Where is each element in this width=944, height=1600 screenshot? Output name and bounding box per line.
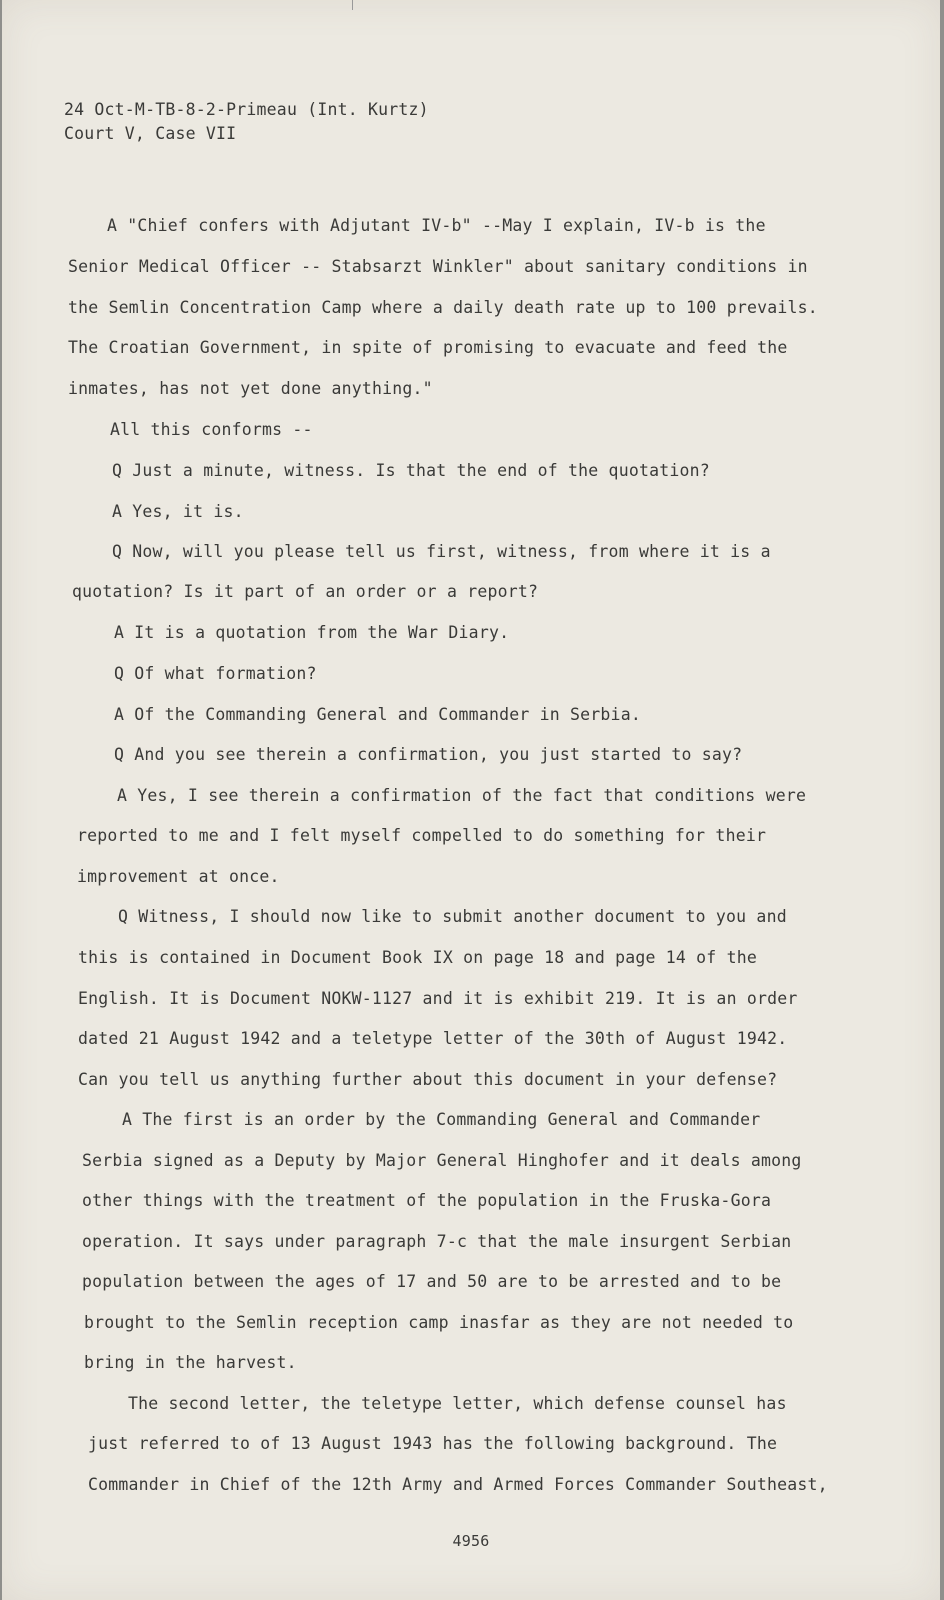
- text-line: English. It is Document NOKW-1127 and it is exhibit 219. It is an order: [78, 989, 798, 1008]
- document-page: [2, 0, 940, 1600]
- text-line: reported to me and I felt myself compelled to do something for their: [77, 826, 767, 845]
- text-line: brought to the Semlin reception camp inasfar as they are not needed to: [84, 1313, 794, 1332]
- header-reference: 24 Oct-M-TB-8-2-Primeau (Int. Kurtz): [64, 100, 429, 119]
- text-line: A Yes, I see therein a confirmation of the fact that conditions were: [117, 786, 807, 805]
- text-line: Q Of what formation?: [114, 664, 317, 683]
- text-line: operation. It says under paragraph 7-c that the male insurgent Serbian: [82, 1232, 792, 1251]
- text-line: quotation? Is it part of an order or a report?: [72, 582, 539, 601]
- text-line: inmates, has not yet done anything.": [68, 379, 433, 398]
- text-line: bring in the harvest.: [84, 1353, 297, 1372]
- text-line: A The first is an order by the Commanding General and Commander: [122, 1110, 761, 1129]
- text-line: Commander in Chief of the 12th Army and Armed Forces Commander Southeast,: [88, 1475, 828, 1494]
- text-line: The second letter, the teletype letter, which defense counsel has: [128, 1394, 787, 1413]
- text-line: A Yes, it is.: [112, 502, 244, 521]
- text-line: Serbia signed as a Deputy by Major General Hinghofer and it deals among: [82, 1151, 802, 1170]
- text-line: dated 21 August 1942 and a teletype letter of the 30th of August 1942.: [78, 1029, 788, 1048]
- text-line: other things with the treatment of the population in the Fruska-Gora: [82, 1191, 772, 1210]
- text-line: The Croatian Government, in spite of promising to evacuate and feed the: [68, 338, 788, 357]
- text-line: All this conforms --: [110, 420, 313, 439]
- text-line: improvement at once.: [77, 867, 280, 886]
- header-court-case: Court V, Case VII: [64, 124, 237, 143]
- text-line: Can you tell us anything further about this document in your defense?: [78, 1070, 778, 1089]
- text-line: this is contained in Document Book IX on page 18 and page 14 of the: [78, 948, 757, 967]
- text-line: Q Now, will you please tell us first, witness, from where it is a: [112, 542, 771, 561]
- text-line: Q And you see therein a confirmation, you just started to say?: [114, 745, 743, 764]
- text-line: A "Chief confers with Adjutant IV-b" --May I explain, IV-b is the: [107, 216, 766, 235]
- text-line: A It is a quotation from the War Diary.: [114, 623, 510, 642]
- text-line: Q Witness, I should now like to submit another document to you and: [118, 907, 787, 926]
- document-header: [64, 98, 429, 146]
- text-line: population between the ages of 17 and 50 are to be arrested and to be: [82, 1272, 782, 1291]
- text-line: Q Just a minute, witness. Is that the end of the quotation?: [112, 461, 710, 480]
- text-line: Senior Medical Officer -- Stabsarzt Winkler" about sanitary conditions in: [68, 257, 808, 276]
- staple-mark: [352, 0, 359, 10]
- text-line: A Of the Commanding General and Commander in Serbia.: [114, 705, 641, 724]
- page-number: 4956: [452, 1532, 490, 1550]
- text-line: the Semlin Concentration Camp where a daily death rate up to 100 prevails.: [68, 298, 818, 317]
- text-line: just referred to of 13 August 1943 has the following background. The: [88, 1434, 778, 1453]
